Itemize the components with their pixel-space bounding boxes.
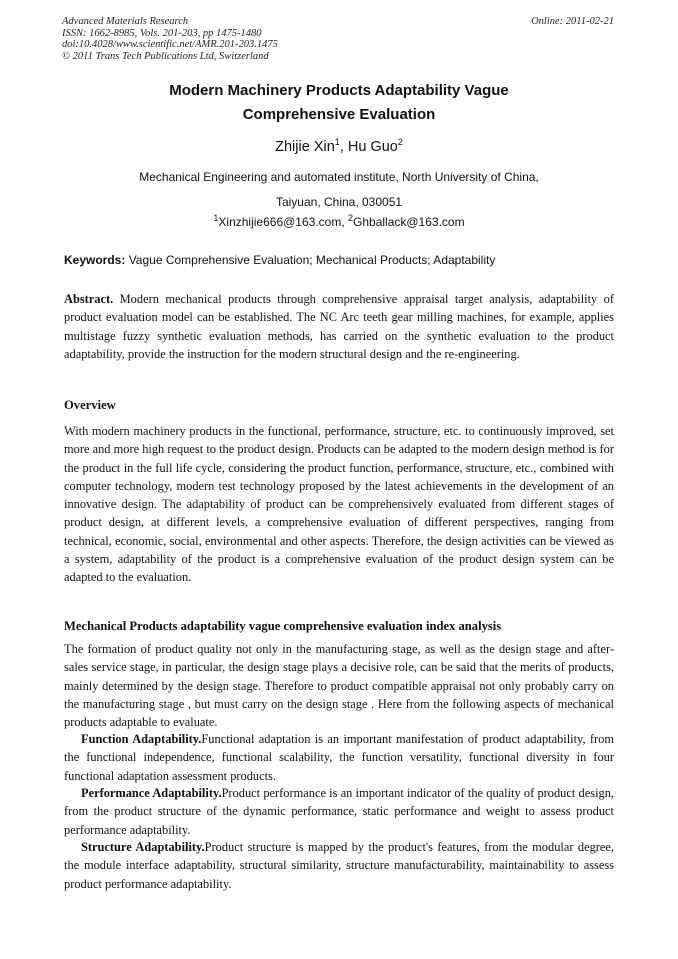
email-1: Xinzhijie666@163.com, <box>218 215 348 229</box>
author-list <box>60 139 618 155</box>
email-2: Ghballack@163.com <box>353 215 465 229</box>
keywords-label: Keywords: <box>64 253 126 267</box>
issn-line: ISSN: 1662-8985, Vols. 201-203, pp 1475-1480 <box>62 27 262 39</box>
keywords-line <box>64 253 616 267</box>
function-adaptability-text: Functional adaptation is an important manifestation of product adaptability, from the functional independence, functional scalability, the function versatility, functional diversity in four functional adaptation assessment products. <box>64 732 614 783</box>
overview-paragraph: With modern machinery products in the functional, performance, structure, etc. to continuously improved, set more and more high request to the product design. Products can be adapted to the modern design method is for the product in the full life cycle, considering the product function, performance, structure, etc., combined with computer technology, modern test technology proposed by the latest achievements in the development of an innovative design. The adaptability of product can be comprehensively evaluated from different stages of product design, at different levels, a comprehensive evaluation of different perspectives, ranging from technical, economic, social, environmental and other aspects. Therefore, the design activities can be viewed as a system, adaptability of the product is a comprehensive evaluation of the product design system can be adapted to the evaluation. <box>64 424 614 585</box>
paper-title-line-1: Modern Machinery Products Adaptability Vague <box>169 82 509 99</box>
journal-name: Advanced Materials Research <box>62 16 189 27</box>
abstract-text: Modern mechanical products through comprehensive appraisal target analysis, adaptability of product evaluation model can be established. The NC Arc teeth gear milling machines, for example, applies multistage fuzzy synthetic evaluation methods, has carried on the synthetic evaluation to the product adaptability, provide the instruction for the modern structural design and the re-engineering. <box>64 292 614 361</box>
author-2-superscript: 2 <box>397 137 403 148</box>
structure-adaptability-text: Product structure is mapped by the product's features, from the modular degree, the module interface adaptability, structural similarity, structure manufacturability, maintainability to assess product performance adaptability. <box>64 840 614 891</box>
author-1: Zhijie Xin <box>275 139 335 155</box>
index-analysis-heading: Mechanical Products adaptability vague comprehensive evaluation index analysis <box>64 619 502 633</box>
function-adaptability-label: Function Adaptability. <box>81 732 202 746</box>
structure-adaptability-label: Structure Adaptability. <box>81 840 205 854</box>
email-2-superscript: 2 <box>348 213 354 223</box>
performance-adaptability-paragraph <box>64 784 614 839</box>
journal-metadata <box>62 16 278 62</box>
index-analysis-paragraph: The formation of product quality not only in the manufacturing stage, as well as the design stage and after-sales service stage, in particular, the design stage plays a decisive role, can be said that the merits of products, mainly determined by the design stage. Therefore to product compatible appraisal not only probably carry on the manufacturing stage , but must carry on the design stage . Here from the following aspects of mechanical products adaptable to evaluate. <box>64 642 614 730</box>
overview-heading: Overview <box>64 398 116 412</box>
affiliation-line-2: Taiyuan, China, 030051 <box>275 195 403 209</box>
function-adaptability-paragraph <box>64 730 614 785</box>
copyright-line: © 2011 Trans Tech Publications Ltd, Switzerland <box>62 50 269 62</box>
performance-adaptability-label: Performance Adaptability. <box>81 786 222 800</box>
paper-title-line-2: Comprehensive Evaluation <box>242 106 436 123</box>
structure-adaptability-paragraph <box>64 838 614 893</box>
keywords-text: Vague Comprehensive Evaluation; Mechanical Products; Adaptability <box>125 253 496 267</box>
online-date: Online: 2011-02-21 <box>531 16 614 27</box>
author-2: Hu Guo <box>347 139 398 155</box>
author-1-superscript: 1 <box>334 137 340 148</box>
email-1-superscript: 1 <box>213 213 219 223</box>
abstract-label: Abstract. <box>64 292 114 306</box>
doi-line: doi:10.4028/www.scientific.net/AMR.201-203.1475 <box>62 39 278 51</box>
email-line <box>60 215 618 229</box>
performance-adaptability-text: Product performance is an important indicator of the quality of product design, from the product structure of the dynamic performance, static performance and weight to assess product performance adaptability. <box>64 786 614 837</box>
affiliation-line-1: Mechanical Engineering and automated institute, North University of China, <box>139 170 539 184</box>
abstract-paragraph <box>64 290 614 363</box>
author-separator: , <box>339 139 348 155</box>
